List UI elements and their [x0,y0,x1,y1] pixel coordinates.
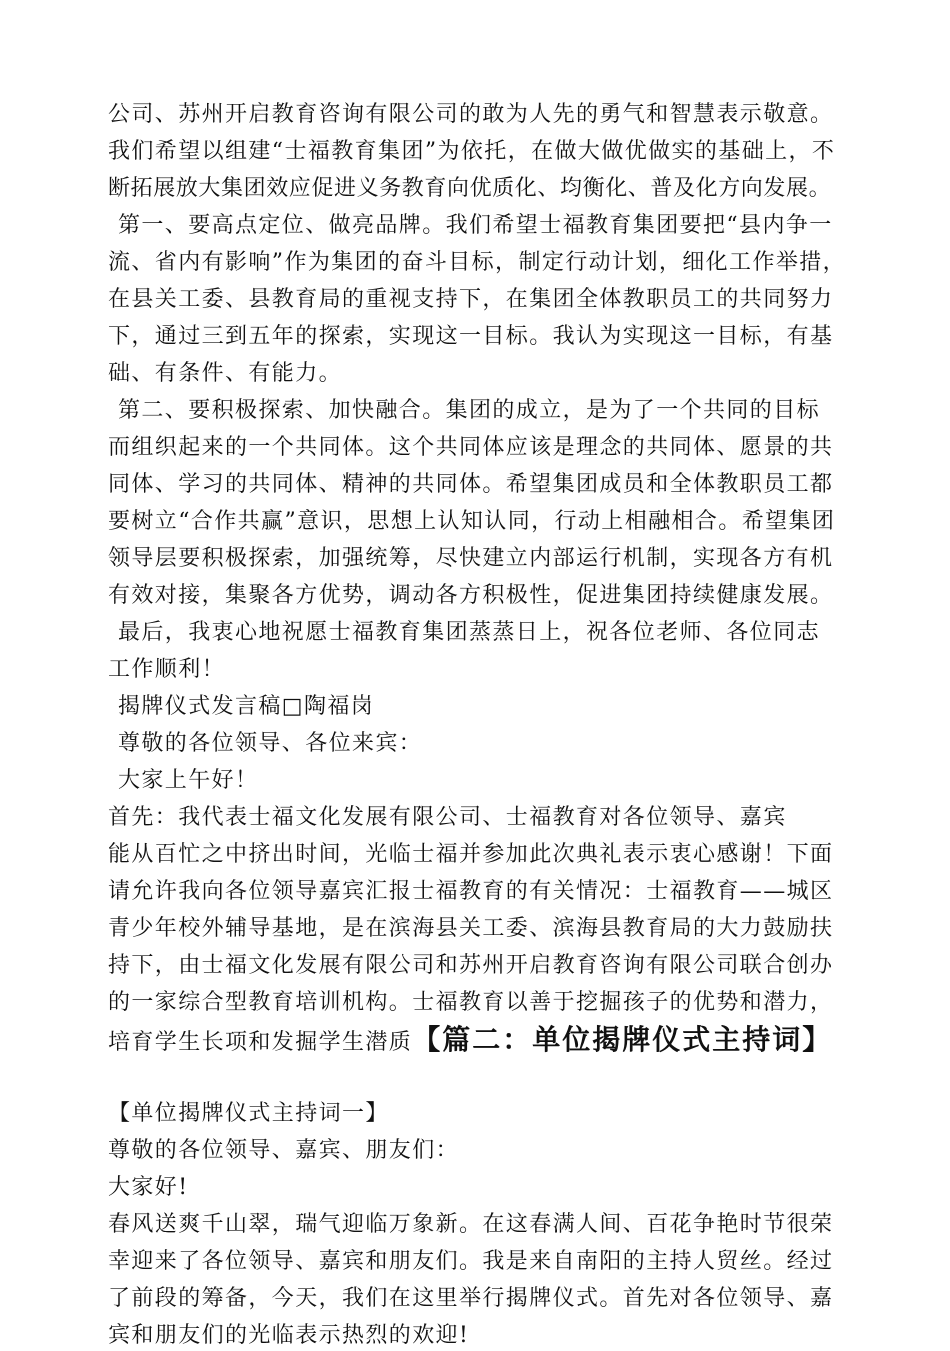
text-line: 我们希望以组建“士福教育集团”为依托，在做大做优做实的基础上，不 [108,139,836,164]
text-line [108,1025,832,1058]
text-line: 下，通过三到五年的探索，实现这一目标。我认为实现这一目标，有基 [108,324,834,349]
text-line: 在县关工委、县教育局的重视支持下，在集团全体教职员工的共同努力 [108,287,834,312]
text-line: 能从百忙之中挤出时间，光临士福并参加此次典礼表示衷心感谢！下面 [108,842,834,867]
text-line: 了前段的筹备，今天，我们在这里举行揭牌仪式。首先对各位领导、嘉 [108,1286,834,1311]
text-line: 础、有条件、有能力。 [108,361,343,386]
text-line: 宾和朋友们的光临表示热烈的欢迎! [108,1323,470,1348]
text-line: 大家好! [108,1175,189,1200]
text-line: 大家上午好！ [118,768,259,793]
text-line: 流、省内有影响”作为集团的奋斗目标，制定行动计划，细化工作举措， [108,250,847,275]
text-line: 第一、要高点定位、做亮品牌。我们希望士福教育集团要把“县内争一 [118,213,833,238]
text-line: 的一家综合型教育培训机构。士福教育以善于挖掘孩子的优势和潜力， [108,990,834,1015]
text-line: 公司、苏州开启教育咨询有限公司的敢为人先的勇气和智慧表示敬意。 [108,102,834,127]
text-line: 首先：我代表士福文化发展有限公司、士福教育对各位领导、嘉宾 [108,805,787,830]
text-line: 青少年校外辅导基地，是在滨海县关工委、滨海县教育局的大力鼓励扶 [108,916,834,941]
text-line: 揭牌仪式发言稿□陶福岗 [118,694,375,719]
section-title: 【篇二：单位揭牌仪式主持词】 [412,1023,833,1056]
text-line: 最后，我衷心地祝愿士福教育集团蒸蒸日上，祝各位老师、各位同志 [118,620,821,645]
text-line: 尊敬的各位领导、嘉宾、朋友们： [108,1138,460,1163]
text-segment: 培育学生长项和发掘学生潜质 [108,1030,413,1055]
text-line: 领导层要积极探索，加强统筹，尽快建立内部运行机制，实现各方有机 [108,546,834,571]
text-line: 持下，由士福文化发展有限公司和苏州开启教育咨询有限公司联合创办 [108,953,834,978]
text-line: 工作顺利！ [108,657,226,682]
text-line: 要树立“合作共赢”意识，思想上认知认同，行动上相融相合。希望集团 [108,509,836,534]
text-line: 有效对接，集聚各方优势，调动各方积极性，促进集团持续健康发展。 [108,583,834,608]
text-line: 幸迎来了各位领导、嘉宾和朋友们。我是来自南阳的主持人贸丝。经过 [108,1249,834,1274]
text-line: 尊敬的各位领导、各位来宾： [118,731,423,756]
text-line: 同体、学习的共同体、精神的共同体。希望集团成员和全体教职员工都 [108,472,834,497]
text-line: 第二、要积极探索、加快融合。集团的成立，是为了一个共同的目标 [118,398,821,423]
text-line: 请允许我向各位领导嘉宾汇报士福教育的有关情况：士福教育——城区 [108,879,834,904]
text-line: 春风送爽千山翠，瑞气迎临万象新。在这春满人间、百花争艳时节很荣 [108,1212,834,1237]
text-line: 而组织起来的一个共同体。这个共同体应该是理念的共同体、愿景的共 [108,435,834,460]
text-line: 断拓展放大集团效应促进义务教育向优质化、均衡化、普及化方向发展。 [108,176,832,201]
subsection-heading: 【单位揭牌仪式主持词一】 [108,1101,389,1126]
